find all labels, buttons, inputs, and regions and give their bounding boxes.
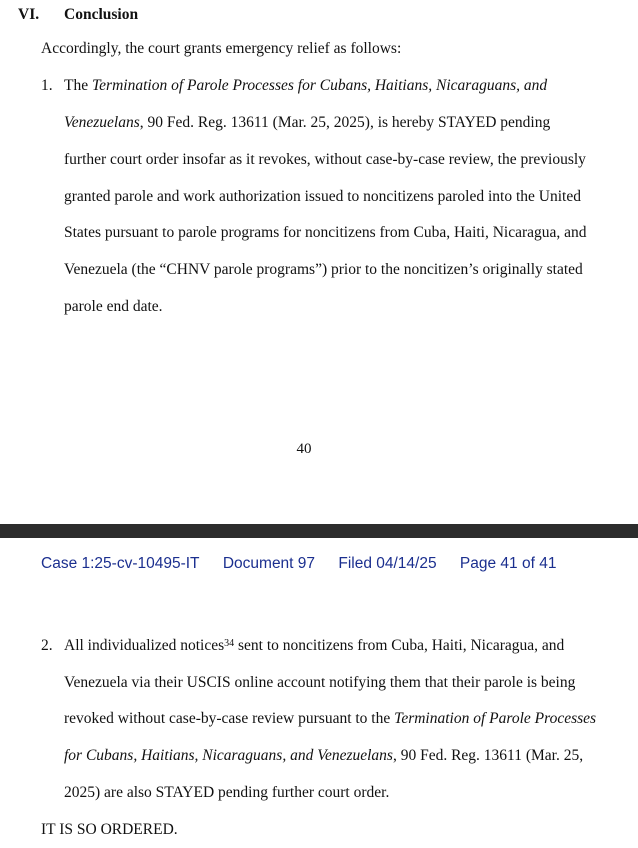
item-2-line-1: All individualized notices$^{34}$ sent to noncitizens from Cuba, Haiti, Nicaragua, and	[64, 637, 565, 654]
section-number: VI.	[18, 6, 40, 23]
page-number: 40	[296, 441, 312, 457]
section-title: Conclusion	[64, 6, 139, 23]
item-2-line-3: revoked without case-by-case review pursuant to the Termination of Parole Processes	[64, 710, 597, 727]
page-count: Page 41 of 41	[459, 555, 557, 572]
page-divider	[0, 524, 638, 538]
item-1-line-4: granted parole and work authorization issued to noncitizens paroled into the United	[64, 188, 581, 205]
item-1-line-5: States pursuant to parole programs for noncitizens from Cuba, Haiti, Nicaragua, and	[64, 224, 587, 241]
item-2-line-4: for Cubans, Haitians, Nicaraguans, and Venezuelans, 90 Fed. Reg. 13611 (Mar. 25,	[64, 747, 584, 764]
item-1-line-1: The Termination of Parole Processes for Cubans, Haitians, Nicaraguans, and	[64, 77, 548, 94]
item-1-line-3: further court order insofar as it revokes, without case-by-case review, the previously	[64, 151, 586, 168]
filed-date: Filed 04/14/25	[338, 555, 437, 572]
document-header	[41, 555, 575, 573]
case-number: Case 1:25-cv-10495-IT	[41, 555, 200, 572]
closing-order: IT IS SO ORDERED.	[41, 821, 178, 838]
item-1-line-2: Venezuelans, 90 Fed. Reg. 13611 (Mar. 25, 2025), is hereby STAYED pending	[64, 114, 551, 131]
item-1-number: 1.	[41, 77, 53, 94]
document-number: Document 97	[222, 555, 316, 572]
item-2-line-5: 2025) are also STAYED pending further court order.	[64, 784, 390, 801]
item-2-line-2: Venezuela via their USCIS online account notifying them that their parole is being	[64, 674, 576, 691]
item-1-line-7: parole end date.	[64, 298, 163, 315]
item-1-line-6: Venezuela (the “CHNV parole programs”) prior to the noncitizen’s originally stated	[64, 261, 583, 278]
footnote-marker: 34	[224, 638, 235, 649]
intro-paragraph: Accordingly, the court grants emergency relief as follows:	[41, 40, 402, 57]
item-2-number: 2.	[41, 637, 53, 654]
